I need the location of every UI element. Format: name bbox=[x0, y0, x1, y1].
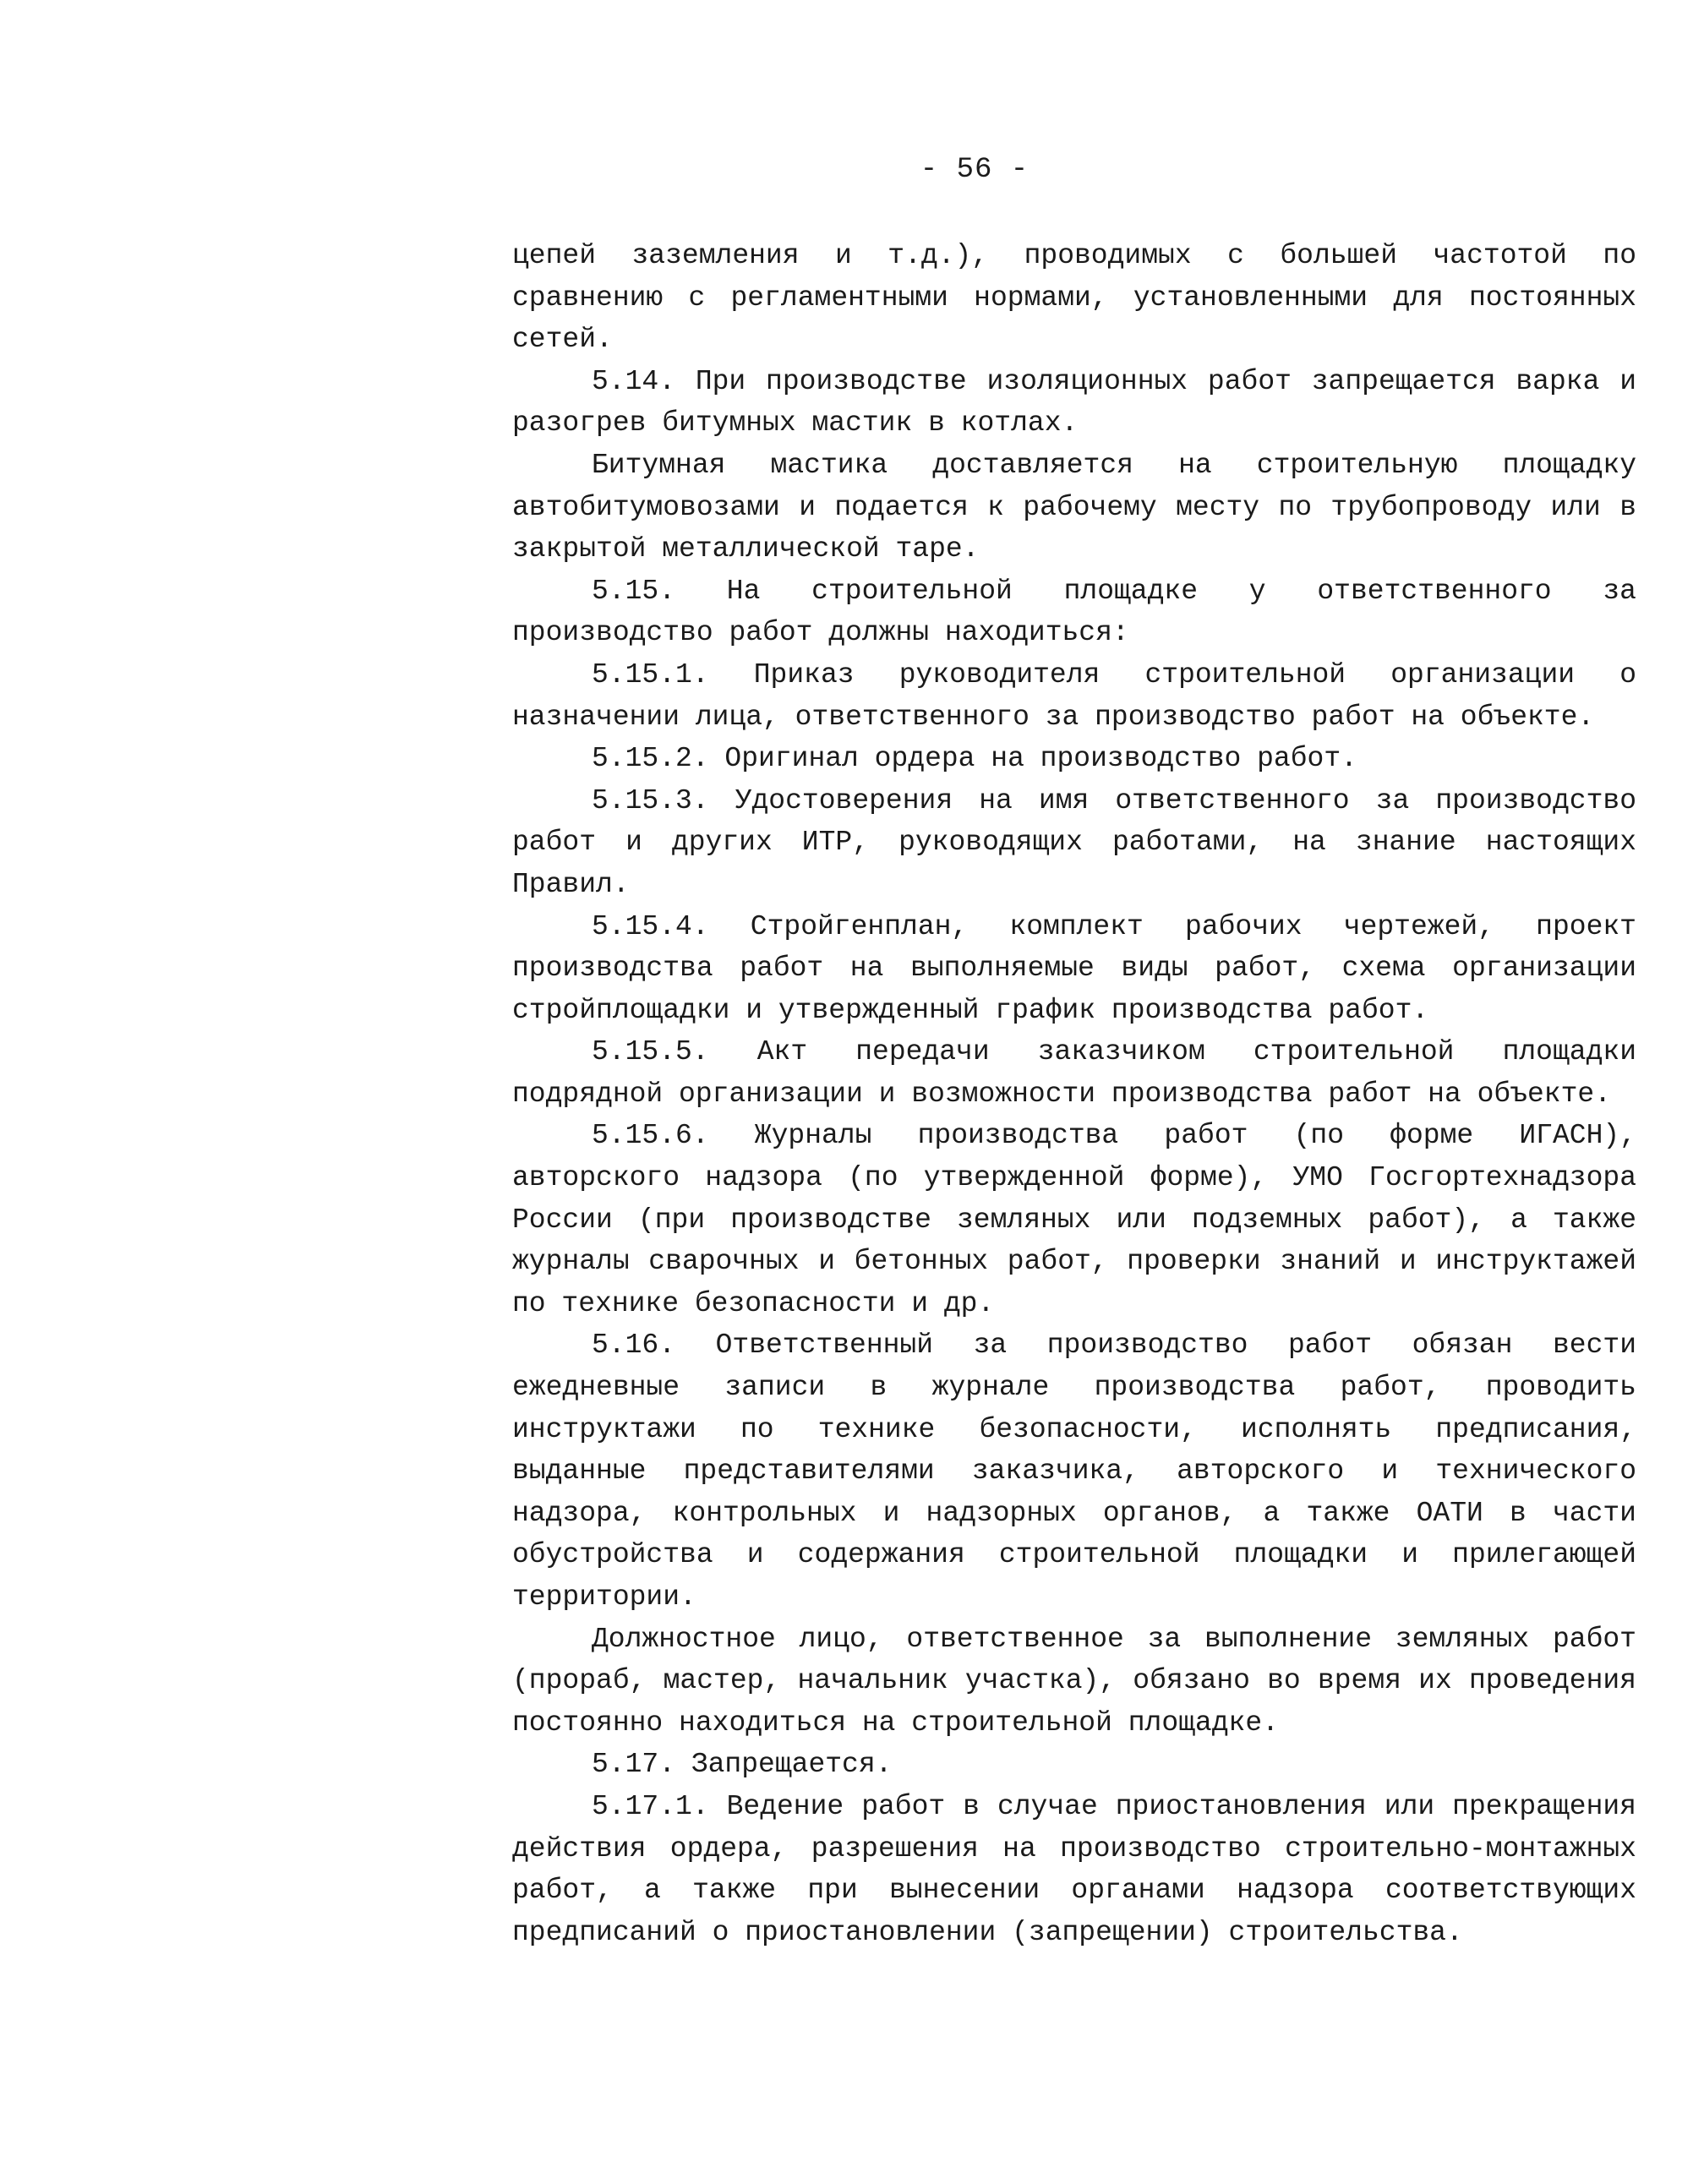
paragraph-5-17-1: 5.17.1. Ведение работ в случае приостановления или прекращения действия ордера, разрешения на производство строительно-монтажных работ, а также при вынесении органами надзора соответствующих предписаний о приостановлении (запрещении) строительства. bbox=[512, 1790, 1636, 1948]
paragraph-5-15-1: 5.15.1. Приказ руководителя строительной организации о назначении лица, ответственного за производство работ на объекте. bbox=[512, 658, 1636, 733]
paragraph-5-15-2: 5.15.2. Оригинал ордера на производство работ. bbox=[592, 743, 1357, 775]
paragraph-5-17: 5.17. Запрещается. bbox=[592, 1749, 893, 1781]
paragraph-5-16: 5.16. Ответственный за производство работ обязан вести ежедневные записи в журнале производства работ, проводить инструктажи по технике безопасности, исполнять предписания, выданные представителями заказчика, авторского и технического надзора, контрольных и надзорных органов, а также ОАТИ в части обустройства и содержания строительной площадки и прилегающей территории. bbox=[512, 1330, 1636, 1613]
paragraph-5-15-5: 5.15.5. Акт передачи заказчиком строительной площадки подрядной организации и возможности производства работ на объекте. bbox=[512, 1036, 1636, 1110]
paragraph-continued: цепей заземления и т.д.), проводимых с большей частотой по сравнению с регламентными нормами, установленными для постоянных сетей. bbox=[512, 240, 1636, 356]
paragraph-5-14-mastic: Битумная мастика доставляется на строительную площадку автобитумовозами и подается к рабочему месту по трубопроводу или в закрытой металлической таре. bbox=[512, 449, 1636, 565]
page-number: - 56 - bbox=[920, 154, 1030, 186]
paragraph-5-15: 5.15. На строительной площадке у ответственного за производство работ должны находиться: bbox=[512, 575, 1636, 649]
paragraph-5-14: 5.14. При производстве изоляционных работ запрещается варка и разогрев битумных мастик в котлах. bbox=[512, 365, 1636, 440]
body-text bbox=[512, 235, 1636, 1953]
paragraph-5-16-official: Должностное лицо, ответственное за выполнение земляных работ (прораб, мастер, начальник участка), обязано во время их проведения постоянно находиться на строительной площадке. bbox=[512, 1623, 1636, 1739]
paragraph-5-15-6: 5.15.6. Журналы производства работ (по форме ИГАСН), авторского надзора (по утвержденной форме), УМО Госгортехнадзора России (при производстве земляных или подземных работ), а также журналы сварочных и бетонных работ, проверки знаний и инструктажей по технике безопасности и др. bbox=[512, 1120, 1636, 1319]
paragraph-5-15-3: 5.15.3. Удостоверения на имя ответственного за производство работ и других ИТР, руководящих работами, на знание настоящих Правил. bbox=[512, 784, 1636, 900]
paragraph-5-15-4: 5.15.4. Стройгенплан, комплект рабочих чертежей, проект производства работ на выполняемые виды работ, схема организации стройплощадки и утвержденный график производства работ. bbox=[512, 910, 1636, 1026]
